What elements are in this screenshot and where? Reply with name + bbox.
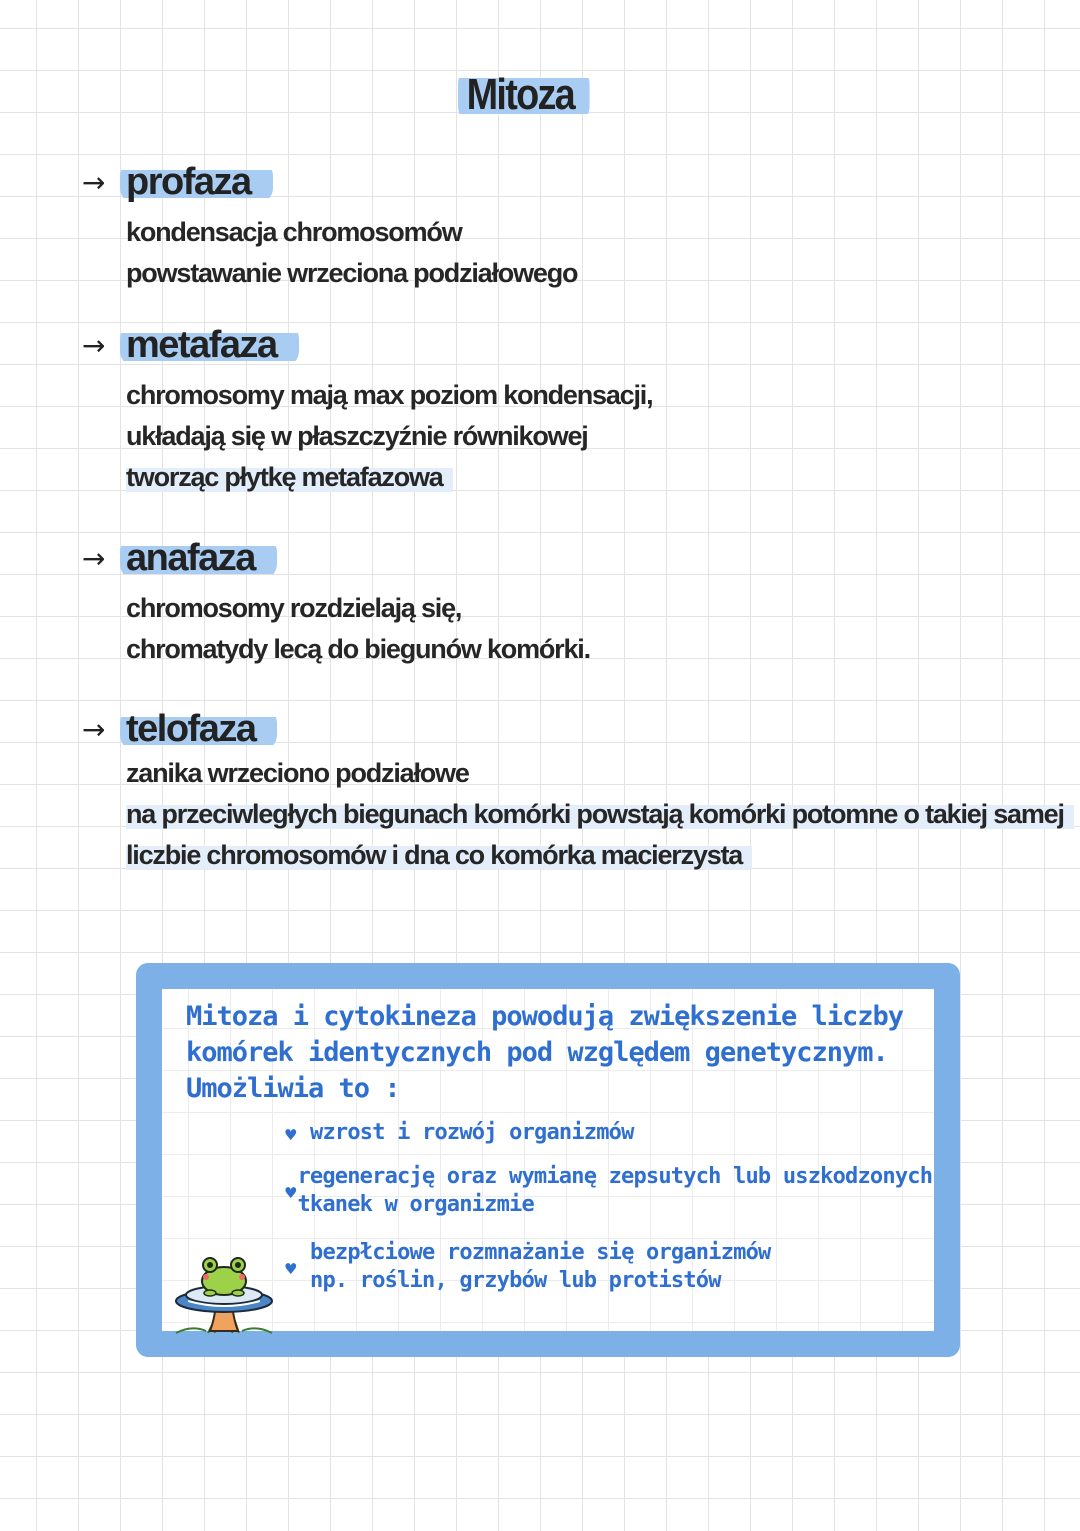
summary-bullet-list — [284, 1119, 933, 1307]
phase-heading: telofaza — [120, 707, 277, 751]
phase-line: chromosomy mają max poziom kondensacji, — [126, 380, 653, 410]
phase-telofaza — [82, 705, 1064, 876]
summary-line: Umożliwia to : — [186, 1073, 400, 1104]
summary-line: komórek identycznych pod względem genetycznym. — [186, 1037, 888, 1068]
heart-bullet-icon: ♥ — [284, 1126, 298, 1144]
phase-line: zanika wrzeciono podziałowe — [126, 758, 469, 788]
heart-bullet-icon: ♥ — [284, 1184, 298, 1202]
phase-anafaza — [82, 534, 1022, 670]
phase-line: kondensacja chromosomów — [126, 217, 462, 247]
summary-box-inner — [162, 989, 934, 1331]
list-item — [284, 1239, 924, 1295]
summary-line: Mitoza i cytokineza powodują zwiększenie liczby — [186, 1001, 904, 1032]
phase-heading: profaza — [120, 160, 273, 204]
list-item — [284, 1163, 933, 1219]
bullet-line: wzrost i rozwój organizmów — [310, 1120, 634, 1145]
arrow-right-icon: → — [82, 165, 106, 199]
phase-heading: metafaza — [120, 323, 299, 367]
highlighted-text: na przeciwległych biegunach komórki powstają komórki potomne o takiej samej — [126, 799, 1074, 829]
phase-line — [126, 835, 1022, 876]
phase-line: układają się w płaszczyźnie równikowej — [126, 421, 588, 451]
arrow-right-icon: → — [82, 712, 106, 746]
highlighted-text: liczbie chromosomów i dna co komórka macierzysta — [126, 840, 752, 870]
bullet-line: regenerację oraz wymianę zepsutych lub uszkodzonych — [297, 1164, 933, 1189]
phase-profaza — [82, 158, 1022, 294]
phase-line: chromosomy rozdzielają się, — [126, 593, 462, 623]
highlighted-text: tworząc płytkę metafazowa — [126, 462, 453, 492]
bullet-line: tkanek w organizmie — [297, 1192, 534, 1217]
phase-heading: anafaza — [120, 536, 277, 580]
page-title: Mitoza — [458, 64, 589, 126]
phase-line: chromatydy lecą do biegunów komórki. — [126, 634, 590, 664]
arrow-right-icon: → — [82, 541, 106, 575]
bullet-line: bezpłciowe rozmnażanie się organizmów — [310, 1240, 771, 1265]
phase-metafaza — [82, 321, 1022, 498]
heart-bullet-icon: ♥ — [284, 1260, 298, 1278]
list-item — [284, 1119, 924, 1151]
phase-line — [126, 794, 1064, 835]
summary-text — [186, 999, 926, 1107]
summary-box — [136, 963, 960, 1357]
phase-line — [126, 457, 1022, 498]
arrow-right-icon: → — [82, 328, 106, 362]
bullet-line: np. roślin, grzybów lub protistów — [310, 1268, 721, 1293]
frog-on-mushroom-icon — [172, 1251, 276, 1335]
phase-line: powstawanie wrzeciona podziałowego — [126, 258, 578, 288]
